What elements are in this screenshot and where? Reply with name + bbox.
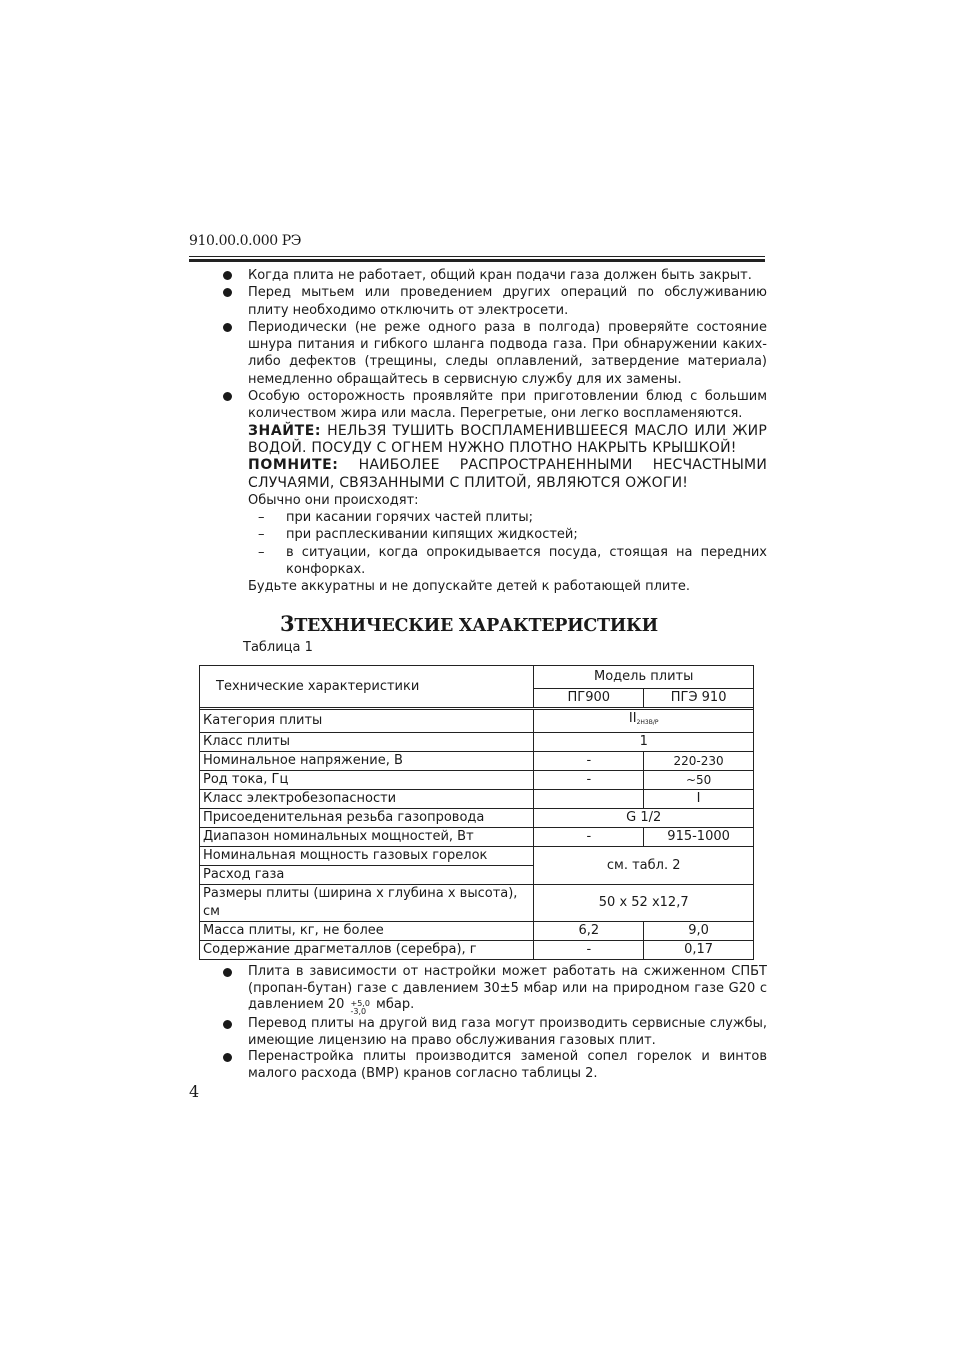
bullet-text: Перевод плиты на другой вид газа могут производить сервисные службы, имеющие лицензию на право обслуживания газовых плит. xyxy=(248,1016,767,1048)
specifications-table xyxy=(199,665,754,960)
row-value: 50 х 52 х12,7 xyxy=(534,885,754,922)
cases-list xyxy=(248,509,767,578)
row-label: Диапазон номинальных мощностей, Вт xyxy=(200,828,534,847)
column-header-model: Модель плиты xyxy=(534,666,754,689)
row-label: Категория плиты xyxy=(200,710,534,733)
bullet-text: Когда плита не работает, общий кран подачи газа должен быть закрыт. xyxy=(248,268,752,283)
column-header-pge910: ПГЭ 910 xyxy=(644,689,754,708)
section-title xyxy=(280,611,658,636)
row-value-pge910: 220-230 xyxy=(644,752,754,771)
row-value-pg900: - xyxy=(534,828,644,847)
row-value-pg900: - xyxy=(534,771,644,790)
dash-icon: – xyxy=(258,544,265,560)
row-label: Класс электробезопасности xyxy=(200,790,534,809)
pressure-tolerance: +5,0 -3,0 xyxy=(350,999,370,1016)
row-value: $II_{2Н3В/Р}$ xyxy=(534,710,754,733)
row-label: Содержание драгметаллов (серебра), г xyxy=(200,941,534,960)
bullet-dot-icon xyxy=(223,1053,232,1062)
case-item xyxy=(248,509,767,526)
row-value: см. табл. 2 xyxy=(534,847,754,885)
row-label: Номинальное напряжение, В xyxy=(200,752,534,771)
row-value-pge910: 0,17 xyxy=(644,941,754,960)
bullet-text: Плита в зависимости от настройки может работать на сжиженном СПБТ (пропан-бутан) газе с давлением 30±5 мбар или на природном газе G20 с давлением 20 xyxy=(248,964,767,1012)
table-row xyxy=(200,809,754,828)
row-label: Присоеденительная резьба газопровода xyxy=(200,809,534,828)
section-number: 3 xyxy=(280,611,295,636)
case-item xyxy=(248,544,767,579)
bullet-item xyxy=(222,319,767,388)
table-row xyxy=(200,828,754,847)
warning-remember-text: НАИБОЛЕЕ РАСПРОСТРАНЕННЫМИ НЕСЧАСТНЫМИ СЛУЧАЯМИ, СВЯЗАННЫМИ С ПЛИТОЙ, ЯВЛЯЮТСЯ ОЖОГИ! xyxy=(248,457,767,491)
usually-intro: Обычно они происходят: xyxy=(248,492,419,508)
row-value-pge910: 915-1000 xyxy=(644,828,754,847)
page-number: 4 xyxy=(189,1082,200,1101)
warning-know-label: ЗНАЙТЕ: xyxy=(248,422,322,439)
row-label: Класс плиты xyxy=(200,733,534,752)
bullet-dot-icon xyxy=(223,271,232,280)
table-row xyxy=(200,710,754,733)
section-title-text: ТЕХНИЧЕСКИЕ ХАРАКТЕРИСТИКИ xyxy=(294,616,658,636)
table-row xyxy=(200,752,754,771)
document-code: 910.00.0.000 РЭ xyxy=(189,233,302,249)
bullet-item xyxy=(222,1016,767,1049)
case-text: в ситуации, когда опрокидывается посуда, стоящая на передних конфорках. xyxy=(286,544,767,578)
table-header-row xyxy=(200,666,754,689)
bullet-dot-icon xyxy=(223,1020,232,1029)
row-value-pg900: - xyxy=(534,752,644,771)
warning-know xyxy=(248,423,767,458)
bullet-item xyxy=(222,284,767,319)
row-label: Номинальная мощность газовых горелок xyxy=(200,847,534,866)
column-header-pg900: ПГ900 xyxy=(534,689,644,708)
row-value-pg900: 6,2 xyxy=(534,922,644,941)
dash-icon: – xyxy=(258,510,265,526)
bullet-item xyxy=(222,267,767,284)
bullet-text: Перенастройка плиты производится заменой сопел горелок и винтов малого расхода (ВМР) кранов согласно таблицы 2. xyxy=(248,1049,767,1081)
table-row xyxy=(200,941,754,960)
row-label: Расход газа xyxy=(200,866,534,885)
be-careful-text: Будьте аккуратны и не допускайте детей к работающей плите. xyxy=(248,579,691,595)
case-item xyxy=(248,526,767,543)
table-row xyxy=(200,733,754,752)
column-header-characteristics: Технические характеристики xyxy=(200,666,534,708)
warning-remember-label: ПОМНИТЕ: xyxy=(248,457,339,474)
bullet-dot-icon xyxy=(223,392,232,401)
table-row xyxy=(200,771,754,790)
case-text: при касании горячих частей плиты; xyxy=(286,510,534,526)
warning-remember xyxy=(248,457,767,492)
warning-know-text: НЕЛЬЗЯ ТУШИТЬ ВОСПЛАМЕНИВШЕЕСЯ МАСЛО ИЛИ ЖИР ВОДОЙ. ПОСУДУ С ОГНЕМ НУЖНО ПЛОТНО НАКРЫТЬ КРЫШКОЙ! xyxy=(248,422,767,456)
header-rule xyxy=(189,256,765,262)
bullet-text: Перед мытьем или проведением других операций по обслуживанию плиту необходимо отключить от электросети. xyxy=(248,285,767,318)
bullet-text-end: мбар. xyxy=(371,997,415,1012)
table-row xyxy=(200,790,754,809)
row-value-pg900: - xyxy=(534,941,644,960)
row-value-pge910: ~50 xyxy=(644,771,754,790)
bullet-dot-icon xyxy=(223,288,232,297)
row-label: Масса плиты, кг, не более xyxy=(200,922,534,941)
bullet-item xyxy=(222,388,767,596)
row-value-pg900 xyxy=(534,790,644,809)
row-value: G 1/2 xyxy=(534,809,754,828)
row-label: Размеры плиты (ширина х глубина х высота), см xyxy=(200,885,534,922)
bullet-text: Периодически (не реже одного раза в полгода) проверяйте состояние шнура питания и гибкого шланга подвода газа. При обнаружении каких-либо дефектов (трещины, следы оплавлений, затвердение материала) немедленно обращайтесь в сервисную службу для их замены. xyxy=(248,319,767,387)
table-row xyxy=(200,922,754,941)
bullet-dot-icon xyxy=(223,323,232,332)
safety-bullet-list xyxy=(222,267,767,596)
table-row xyxy=(200,847,754,866)
dash-icon: – xyxy=(258,527,265,543)
row-value-pge910: I xyxy=(644,790,754,809)
row-label: Род тока, Гц xyxy=(200,771,534,790)
bullet-text: Особую осторожность проявляйте при приготовлении блюд с большим количеством жира или масла. Перегретые, они легко воспламеняются. xyxy=(248,389,767,422)
bullet-dot-icon xyxy=(223,968,232,977)
row-value: 1 xyxy=(534,733,754,752)
bullet-item xyxy=(222,1049,767,1082)
table-label: Таблица 1 xyxy=(243,640,313,655)
row-value-pge910: 9,0 xyxy=(644,922,754,941)
gas-bullet-list xyxy=(222,964,767,1082)
bullet-item xyxy=(222,964,767,1016)
case-text: при расплескивании кипящих жидкостей; xyxy=(286,527,578,543)
table-row xyxy=(200,885,754,922)
